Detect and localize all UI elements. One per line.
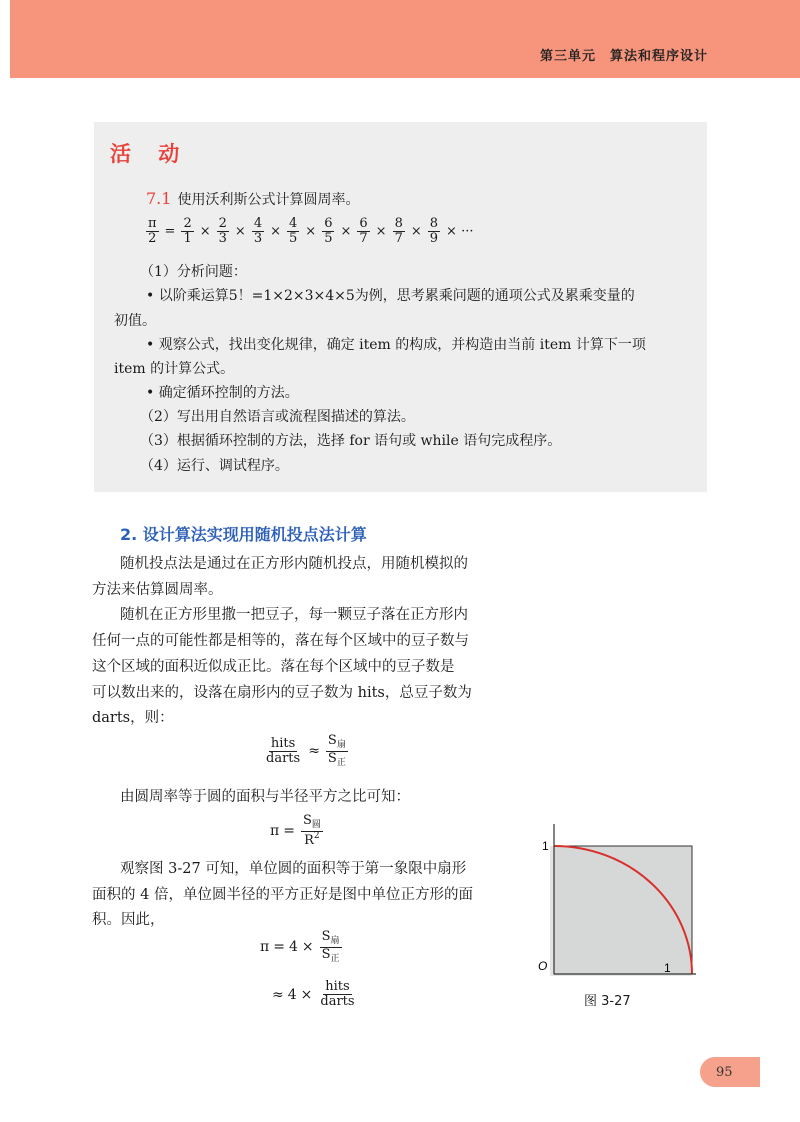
section-title: 2. 设计算法实现用随机投点法计算 — [120, 525, 367, 544]
y-label-one: 1 — [542, 839, 549, 853]
formula-operator: × — [270, 224, 282, 240]
formula-operator: × ··· — [446, 224, 474, 240]
wallis-formula — [144, 217, 477, 247]
body-line: 面积的 4 倍，单位圆半径的平方正好是图中单位正方形的面 — [92, 887, 473, 903]
formula-term: $\frac{4}{5}$ — [289, 216, 298, 247]
formula-term: $\frac{8}{9}$ — [429, 216, 439, 247]
equation-pi-definition: π = $\frac{S_圆}{R^2}$ — [270, 813, 321, 848]
formula-operator: × — [305, 224, 317, 240]
body-line: 由圆周率等于圆的面积与半径平方之比可知： — [120, 789, 410, 805]
unit-title: 第三单元 算法和程序设计 — [539, 49, 708, 64]
formula-operator: × — [234, 224, 246, 240]
body-line: 这个区域的面积近似成正比。落在每个区域中的豆子数是 — [92, 659, 455, 675]
equation-hits-ratio: $\frac{\text{hits}}{\text{darts}}$ ≈ $\frac{S_扇}{S_正}$ — [266, 733, 346, 768]
task-text: 使用沃利斯公式计算圆周率。 — [177, 192, 360, 208]
activity-line: • 观察公式，找出变化规律，确定 item 的构成，并构造由当前 item 计算下一项 — [146, 337, 646, 353]
activity-line: • 确定循环控制的方法。 — [146, 385, 299, 401]
body-line: 积。因此， — [92, 912, 165, 928]
formula-term: $\frac{2}{1}$ — [183, 216, 192, 247]
header-band — [10, 0, 800, 78]
activity-heading: 活 动 — [110, 142, 190, 166]
activity-line: （1）分析问题： — [140, 264, 247, 280]
formula-term: $\frac{6}{7}$ — [359, 216, 368, 247]
formula-equals: = — [164, 224, 176, 240]
body-line: 随机在正方形里撒一把豆子，每一颗豆子落在正方形内 — [120, 607, 468, 623]
body-line: 观察图 3-27 可知，单位圆的面积等于第一象限中扇形 — [120, 861, 467, 877]
task-line — [146, 189, 359, 209]
body-line: 方法来估算圆周率。 — [92, 582, 223, 598]
activity-line: （2）写出用自然语言或流程图描述的算法。 — [140, 409, 415, 425]
formula-operator: × — [199, 224, 211, 240]
formula-term: $\frac{4}{3}$ — [253, 216, 263, 247]
quarter-circle-figure — [528, 820, 698, 990]
activity-line: （4）运行、调试程序。 — [140, 458, 289, 474]
x-label-one: 1 — [664, 961, 671, 975]
task-number: 7.1 — [146, 189, 172, 208]
activity-line: （3）根据循环控制的方法，选择 for 语句或 while 语句完成程序。 — [140, 433, 562, 449]
formula-term: $\frac{2}{3}$ — [218, 216, 227, 247]
body-line: darts，则： — [92, 710, 174, 726]
activity-line: item 的计算公式。 — [114, 361, 235, 377]
body-line: 任何一点的可能性都是相等的，落在每个区域中的豆子数与 — [92, 633, 469, 649]
formula-operator: × — [410, 224, 422, 240]
equation-pi-sector: π = 4 × $\frac{S_扇}{S_正}$ — [260, 929, 340, 964]
formula-lhs: $\frac{\pi}{2}$ — [148, 216, 157, 247]
body-line: 随机投点法是通过在正方形内随机投点，用随机模拟的 — [120, 556, 468, 572]
page-number: 95 — [716, 1065, 733, 1080]
activity-box — [94, 122, 707, 492]
formula-operator: × — [375, 224, 387, 240]
body-line: 可以数出来的，设落在扇形内的豆子数为 hits，总豆子数为 — [92, 685, 472, 701]
formula-term: $\frac{6}{5}$ — [324, 216, 333, 247]
activity-line: • 以阶乘运算5！=1×2×3×4×5为例，思考累乘问题的通项公式及累乘变量的 — [146, 288, 635, 304]
origin-label: O — [538, 959, 548, 973]
formula-term: $\frac{8}{7}$ — [394, 216, 403, 247]
activity-line: 初值。 — [114, 313, 156, 329]
unit-square — [554, 846, 692, 974]
formula-operator: × — [340, 224, 352, 240]
figure-caption: 图 3-27 — [584, 994, 631, 1009]
equation-pi-estimate: ≈ 4 × $\frac{\text{hits}}{\text{darts}}$ — [272, 979, 355, 1010]
